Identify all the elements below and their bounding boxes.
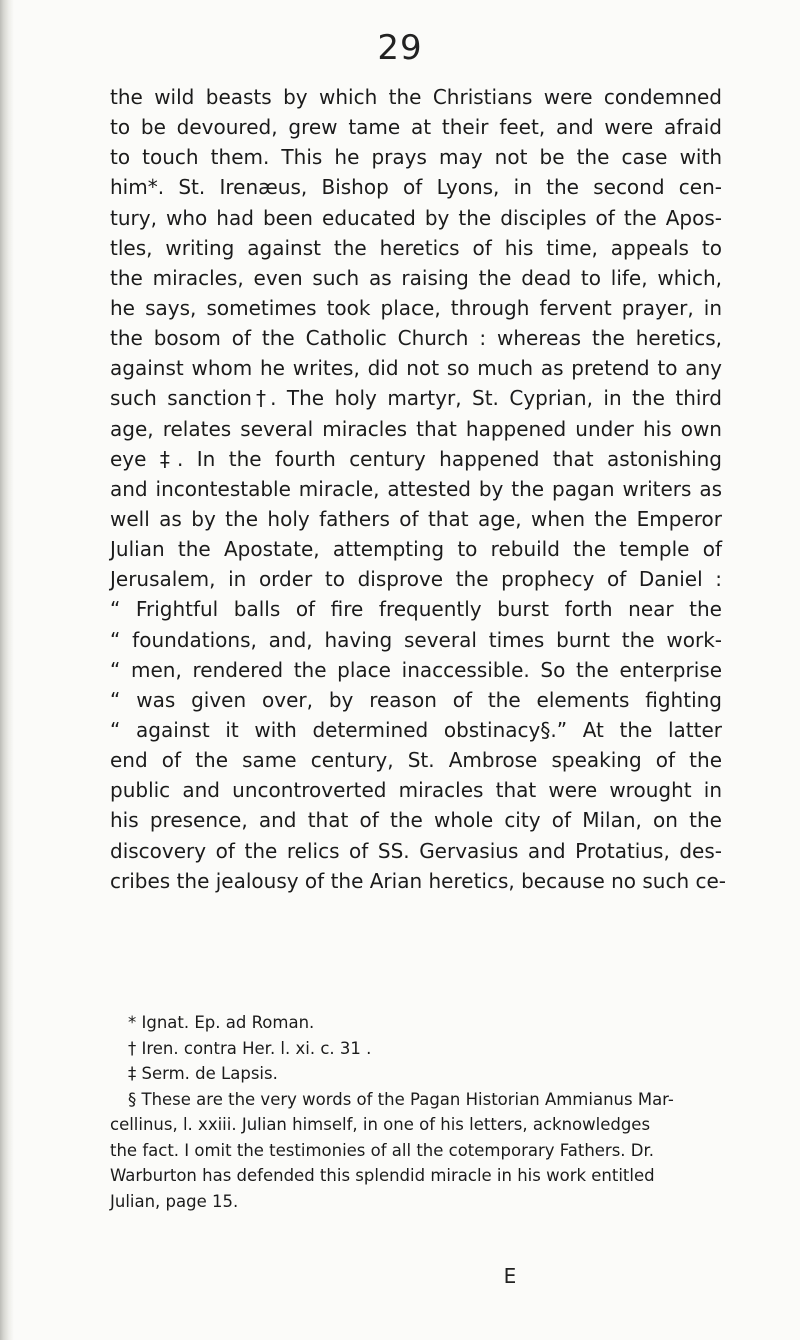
body-line: the miracles, even such as raising the dead to life, which, <box>110 265 722 290</box>
body-line: Julian the Apostate, attempting to rebuild the temple of <box>110 537 722 562</box>
body-line: Jerusalem, in order to disprove the prophecy of Daniel : <box>110 567 722 592</box>
body-line: eye ‡. In the fourth century happened that astonishing <box>110 446 722 471</box>
body-line: to be devoured, grew tame at their feet, and were afraid <box>110 115 722 140</box>
body-line: him*. St. Irenæus, Bishop of Lyons, in the second cen- <box>110 175 722 200</box>
signature-mark: E <box>503 1264 517 1288</box>
body-line: the bosom of the Catholic Church : whereas the heretics, <box>110 326 722 351</box>
body-line: and incontestable miracle, attested by the pagan writers as <box>110 476 722 501</box>
footnote-line: Julian, page 15. <box>110 1191 239 1211</box>
footnote-line: Warburton has defended this splendid miracle in his work entitled <box>110 1166 655 1185</box>
footnote-line: § These are the very words of the Pagan Historian Ammianus Mar- <box>128 1089 674 1109</box>
body-line: he says, sometimes took place, through fervent prayer, in <box>110 295 722 320</box>
body-line: “ Frightful balls of fire frequently burst forth near the <box>110 597 722 622</box>
body-line: age, relates several miracles that happened under his own <box>110 416 722 441</box>
footnote-line: * Ignat. Ep. ad Roman. <box>128 1013 315 1032</box>
footnote-line: ‡ Serm. de Lapsis. <box>128 1064 278 1083</box>
body-text <box>110 82 727 896</box>
footnote-line: the fact. I omit the testimonies of all the cotemporary Fathers. Dr. <box>110 1140 655 1160</box>
footnotes <box>110 1010 738 1214</box>
body-line: against whom he writes, did not so much as pretend to any <box>110 356 722 381</box>
footnote-line: cellinus, l. xxiii. Julian himself, in one of his letters, acknowledges <box>110 1115 651 1134</box>
page-number: 29 <box>377 28 423 68</box>
footnote-line: † Iren. contra Her. l. xi. c. 31 . <box>128 1038 372 1058</box>
body-line: tles, writing against the heretics of his time, appeals to <box>110 235 722 260</box>
body-line: tury, who had been educated by the disciples of the Apos- <box>110 205 722 230</box>
body-line: well as by the holy fathers of that age, when the Emperor <box>110 506 722 531</box>
body-line: end of the same century, St. Ambrose speaking of the <box>110 748 722 773</box>
body-line: his presence, and that of the whole city of Milan, on the <box>110 808 722 833</box>
body-line: cribes the jealousy of the Arian heretics, because no such ce- <box>110 868 727 893</box>
body-line: public and uncontroverted miracles that were wrought in <box>110 778 722 803</box>
body-line: “ men, rendered the place inaccessible. So the enterprise <box>110 657 722 682</box>
body-line: to touch them. This he prays may not be the case with <box>110 145 722 170</box>
body-line: the wild beasts by which the Christians were condemned <box>110 85 722 109</box>
body-line: such sanction†. The holy martyr, St. Cyprian, in the third <box>110 386 722 411</box>
body-line: “ foundations, and, having several times burnt the work- <box>110 627 722 652</box>
page-gutter-shadow <box>0 0 14 1340</box>
body-line: discovery of the relics of SS. Gervasius and Protatius, des- <box>110 838 722 863</box>
body-line: “ against it with determined obstinacy§.” At the latter <box>110 717 722 742</box>
body-line: “ was given over, by reason of the elements fighting <box>110 687 722 712</box>
